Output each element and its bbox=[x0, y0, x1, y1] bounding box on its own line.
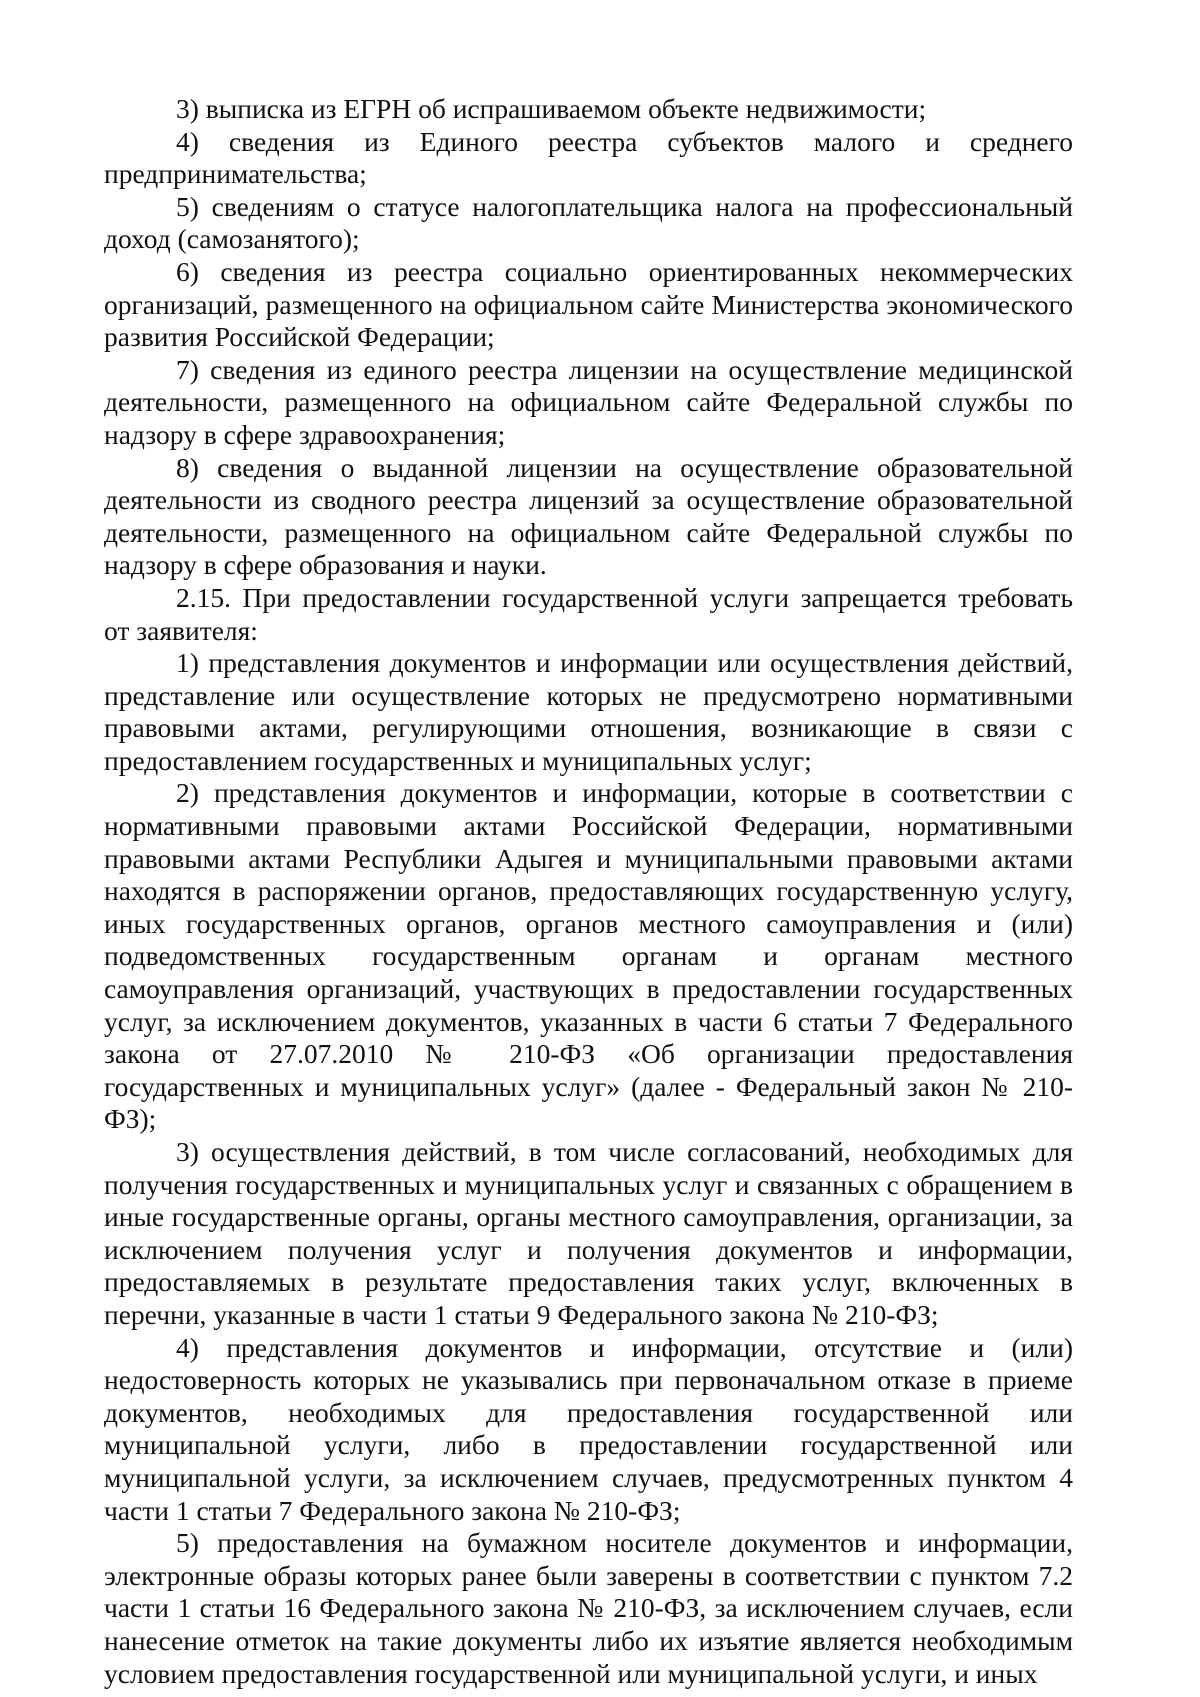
paragraph-self-employed-status: 5) сведениям о статусе налогоплательщика налога на профессиональный доход (самозанятого); bbox=[104, 190, 1073, 255]
paragraph-prohibition-2: 2) представления документов и информации, которые в соответствии с нормативными правовыми актами Российской Федерации, нормативными правовыми актами Республики Адыгея и муниципальными правовыми актами находятся в распоряжении органов, предоставляющих государственную услугу, иных государственных органов, органов местного самоуправления и (или) подведомственных государственным органам и органам местного самоуправления организаций, участвующих в предоставлении государственных услуг, за исключением документов, указанных в части 6 статьи 7 Федерального закона от 27.07.2010 № 210-ФЗ «Об организации предоставления государственных и муниципальных услуг» (далее - Федеральный закон № 210-ФЗ); bbox=[104, 777, 1073, 1135]
paragraph-prohibition-4: 4) представления документов и информации, отсутствие и (или) недостоверность которых не указывались при первоначальном отказе в приеме документов, необходимых для предоставления государственной или муниципальной услуги, либо в предоставлении государственной или муниципальной услуги, за исключением случаев, предусмотренных пунктом 4 части 1 статьи 7 Федерального закона № 210-ФЗ; bbox=[104, 1331, 1073, 1526]
document-body bbox=[104, 93, 1073, 1690]
paragraph-medical-license: 7) сведения из единого реестра лицензии на осуществление медицинской деятельности, размещенного на официальном сайте Федеральной службы по надзору в сфере здравоохранения; bbox=[104, 353, 1073, 450]
paragraph-nko-registry: 6) сведения из реестра социально ориентированных некоммерческих организаций, размещенного на официальном сайте Министерства экономического развития Российской Федерации; bbox=[104, 255, 1073, 353]
paragraph-section-2-15: 2.15. При предоставлении государственной услуги запрещается требовать от заявителя: bbox=[104, 581, 1073, 646]
paragraph-prohibition-3: 3) осуществления действий, в том числе согласований, необходимых для получения государственных и муниципальных услуг и связанных с обращением в иные государственные органы, органы местного самоуправления, организации, за исключением получения услуг и получения документов и информации, предоставляемых в результате предоставления таких услуг, включенных в перечни, указанные в части 1 статьи 9 Федерального закона № 210-ФЗ; bbox=[104, 1136, 1073, 1330]
paragraph-education-license: 8) сведения о выданной лицензии на осуществление образовательной деятельности из сводного реестра лицензий за осуществление образовательной деятельности, размещенного на официальном сайте Федеральной службы по надзору в сфере образования и науки. bbox=[104, 451, 1073, 581]
paragraph-egrn-extract: 3) выписка из ЕГРН об испрашиваемом объекте недвижимости; bbox=[176, 93, 927, 124]
paragraph-sme-registry: 4) сведения из Единого реестра субъектов малого и среднего предпринимательства; bbox=[104, 125, 1073, 190]
paragraph-prohibition-5: 5) предоставления на бумажном носителе документов и информации, электронные образы которых ранее были заверены в соответствии с пунктом 7.2 части 1 статьи 16 Федерального закона № 210-ФЗ, за исключением случаев, если нанесение отметок на такие документы либо их изъятие является необходимым условием предоставления государственной или муниципальной услуги, и иных bbox=[104, 1527, 1073, 1689]
paragraph-prohibition-1: 1) представления документов и информации или осуществления действий, представление или осуществление которых не предусмотрено нормативными правовыми актами, регулирующими отношения, возникающие в связи с предоставлением государственных и муниципальных услуг; bbox=[104, 647, 1073, 776]
